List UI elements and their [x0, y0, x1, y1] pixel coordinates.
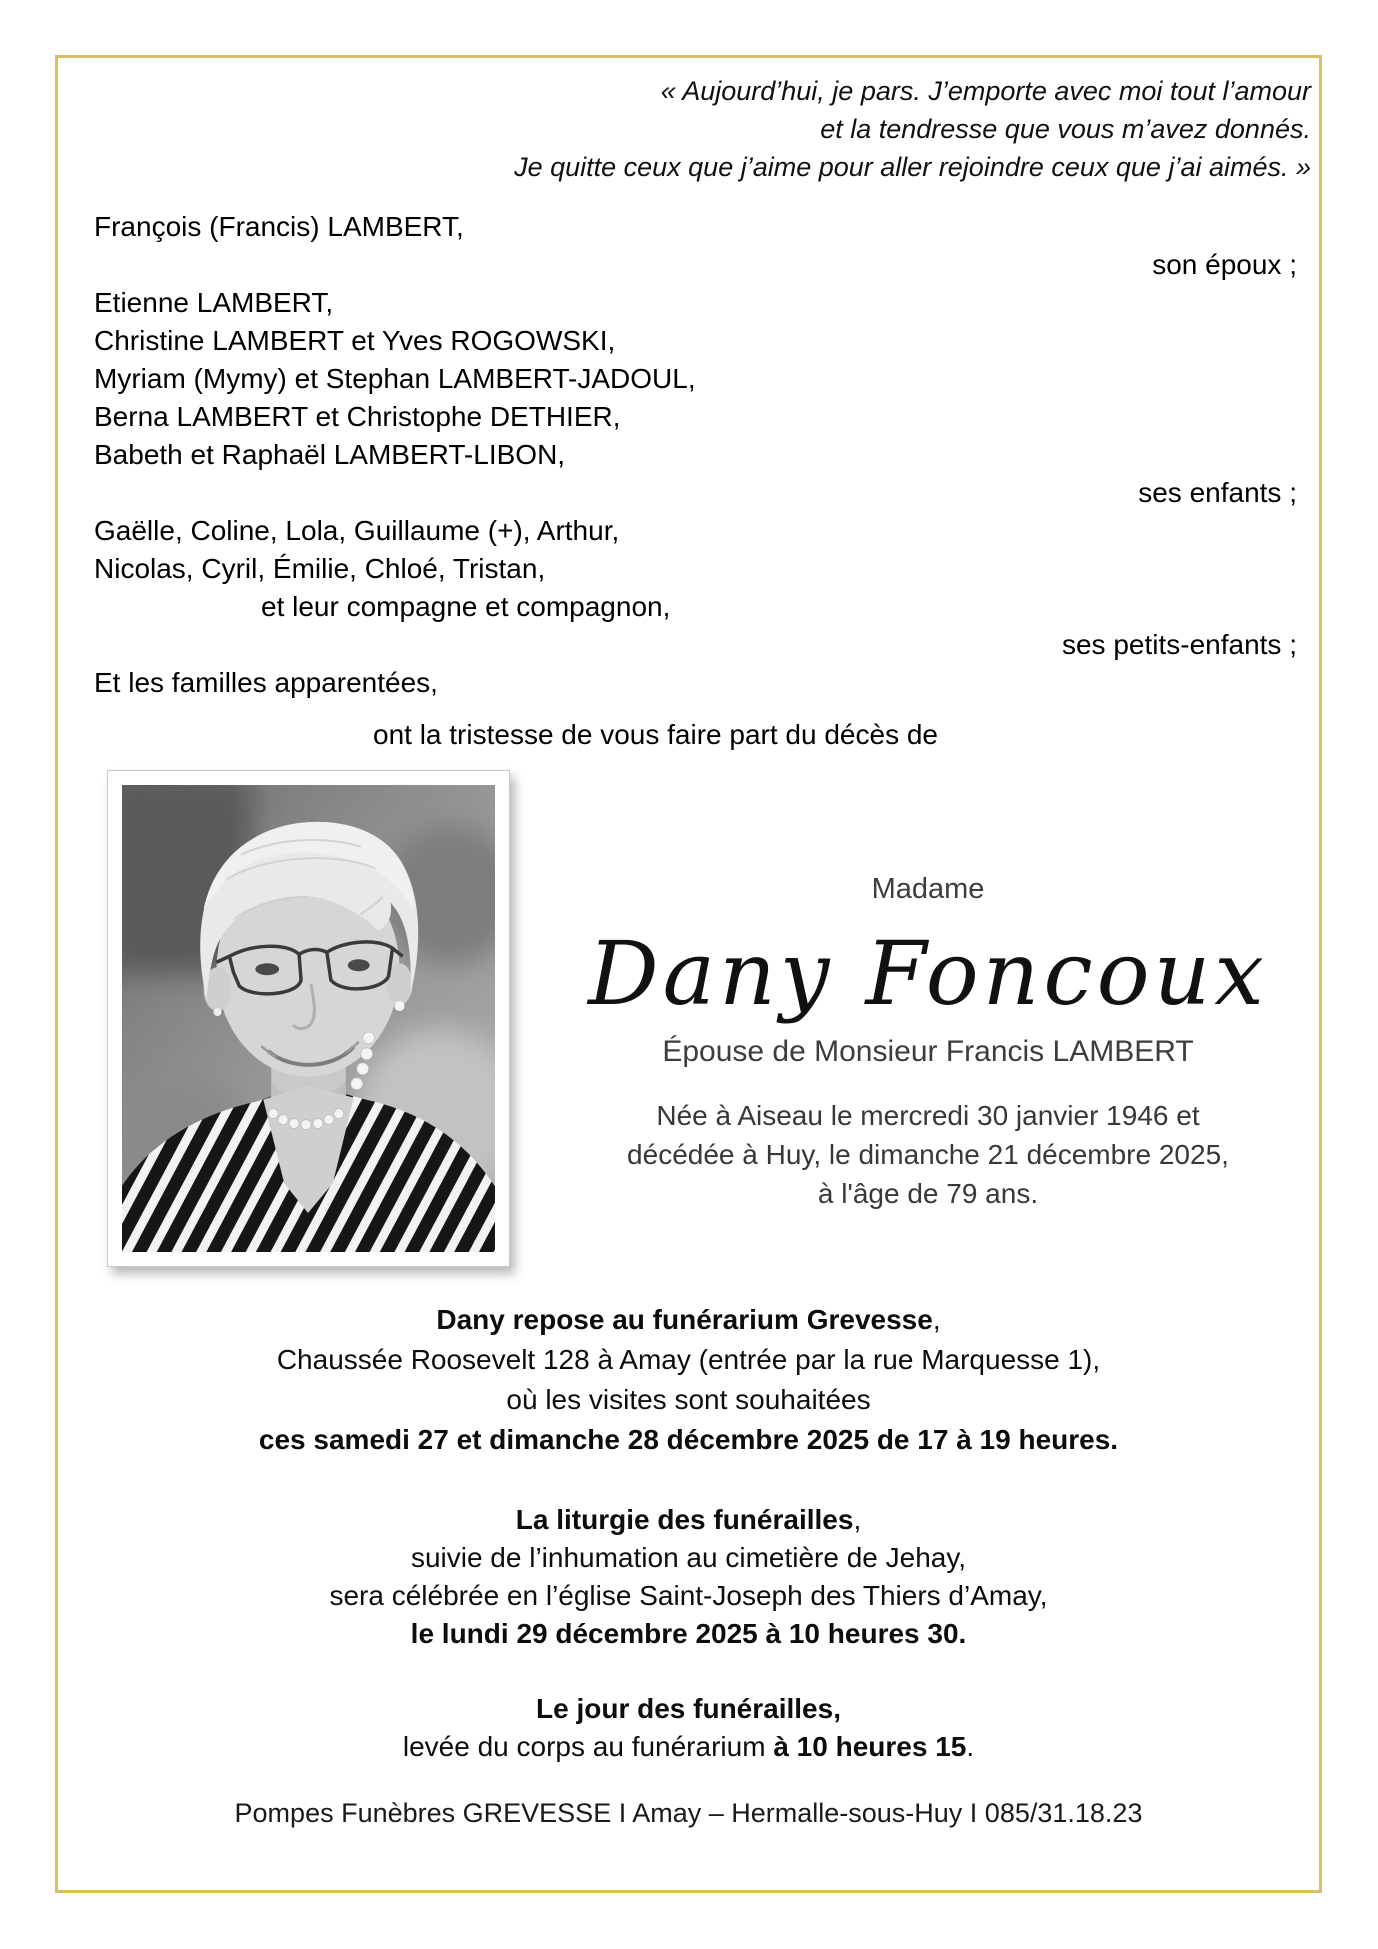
- visitation-info: [58, 1300, 1319, 1460]
- funeral-day-title: Le jour des funérailles,: [536, 1693, 841, 1724]
- child-name: Berna LAMBERT et Christophe DETHIER,: [94, 401, 621, 432]
- gold-border-frame: [55, 55, 1322, 1893]
- related-families: Et les familles apparentées,: [94, 667, 438, 698]
- announcement-line: ont la tristesse de vous faire part du décès de: [373, 719, 938, 750]
- visitation-place: [58, 1300, 1319, 1340]
- funeral-day-departure: [58, 1728, 1319, 1766]
- deceased-name: Dany Foncoux: [588, 922, 1268, 1025]
- liturgy-title: [58, 1501, 1319, 1539]
- departure-time-bold: à 10 heures 15: [773, 1731, 967, 1762]
- visitation-schedule: ces samedi 27 et dimanche 28 décembre 2025 de 17 à 19 heures.: [258, 1424, 1119, 1455]
- funeral-day-info: [58, 1690, 1319, 1766]
- birth-death-details: [538, 1096, 1318, 1213]
- child-name: Christine LAMBERT et Yves ROGOWSKI,: [94, 325, 616, 356]
- child-name: Babeth et Raphaël LAMBERT-LIBON,: [94, 439, 566, 470]
- child-name: Etienne LAMBERT,: [94, 287, 334, 318]
- grandchildren-names: Nicolas, Cyril, Émilie, Chloé, Tristan,: [94, 553, 546, 584]
- funeral-home-footer: Pompes Funèbres GREVESSE I Amay – Hermalle-sous-Huy I 085/31.18.23: [234, 1798, 1143, 1828]
- death-line: décédée à Huy, le dimanche 21 décembre 2025,: [627, 1139, 1229, 1170]
- grandchildren-partners: et leur compagne et compagnon,: [261, 591, 671, 622]
- portrait-photo: [122, 785, 495, 1252]
- liturgy-church: sera célébrée en l’église Saint-Joseph des Thiers d’Amay,: [329, 1580, 1048, 1611]
- husband-role: son époux ;: [1152, 249, 1297, 280]
- visitation-place-tail: ,: [932, 1304, 941, 1335]
- grandchildren-role: ses petits-enfants ;: [1061, 629, 1297, 660]
- grandchildren-names: Gaëlle, Coline, Lola, Guillaume (+), Arthur,: [94, 515, 620, 546]
- child-name: Myriam (Mymy) et Stephan LAMBERT-JADOUL,: [94, 363, 696, 394]
- departure-regular: levée du corps au funérarium: [402, 1731, 774, 1762]
- quote-line: « Aujourd’hui, je pars. J’emporte avec moi tout l’amour: [660, 76, 1311, 106]
- visitation-place-bold: Dany repose au funérarium Grevesse: [436, 1304, 933, 1335]
- deceased-subtitle: Épouse de Monsieur Francis LAMBERT: [662, 1035, 1194, 1068]
- opening-quote: [258, 72, 1311, 186]
- quote-line: Je quitte ceux que j’aime pour aller rejoindre ceux que j’ai aimés. »: [514, 152, 1311, 182]
- quote-line: et la tendresse que vous m’avez donnés.: [820, 114, 1311, 144]
- departure-tail: .: [966, 1731, 975, 1762]
- husband-name: François (Francis) LAMBERT,: [94, 211, 464, 242]
- children-role: ses enfants ;: [1138, 477, 1297, 508]
- liturgy-info: [58, 1501, 1319, 1653]
- portrait-photo-frame: [107, 770, 510, 1267]
- liturgy-datetime: le lundi 29 décembre 2025 à 10 heures 30.: [410, 1618, 967, 1649]
- family-list: [94, 208, 1297, 754]
- visitation-address: Chaussée Roosevelt 128 à Amay (entrée par la rue Marquesse 1),: [276, 1344, 1101, 1375]
- deceased-title: Madame: [871, 873, 985, 905]
- birth-line: Née à Aiseau le mercredi 30 janvier 1946 et: [656, 1100, 1200, 1131]
- liturgy-title-bold: La liturgie des funérailles: [515, 1504, 854, 1535]
- deceased-identity: [538, 872, 1318, 1213]
- liturgy-title-tail: ,: [853, 1504, 862, 1535]
- age-line: à l'âge de 79 ans.: [817, 1178, 1039, 1209]
- visitation-note: où les visites sont souhaitées: [506, 1384, 871, 1415]
- liturgy-burial: suivie de l’inhumation au cimetière de Jehay,: [410, 1542, 967, 1573]
